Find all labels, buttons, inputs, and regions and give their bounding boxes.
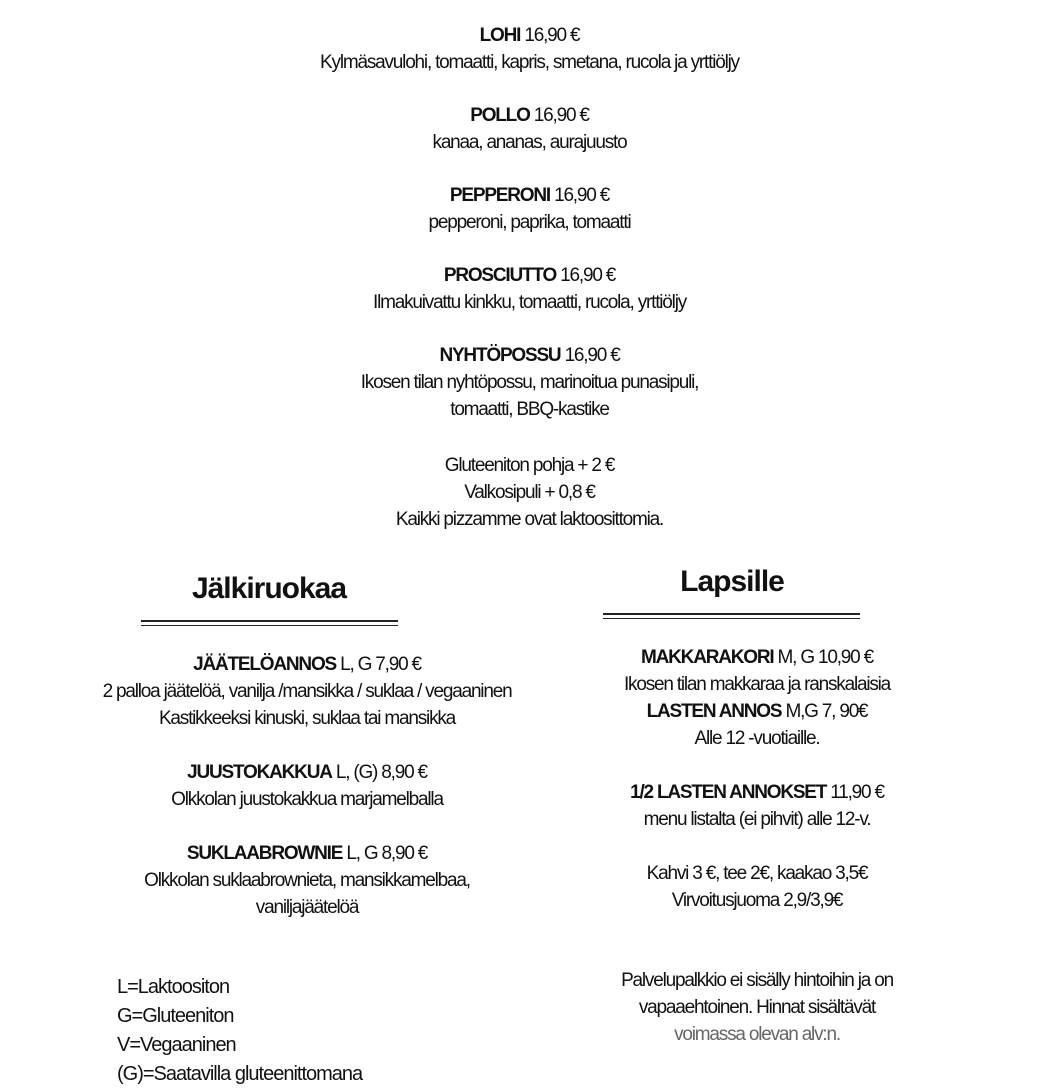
- item-name: LASTEN ANNOS: [646, 701, 782, 722]
- menu-item-lohi: [0, 22, 1059, 102]
- dessert-item: [100, 759, 514, 840]
- item-name: POLLO: [470, 105, 530, 126]
- drinks-line: Virvoitusjuoma 2,9/3,9€: [671, 890, 843, 911]
- pizza-list: [0, 22, 1059, 423]
- menu-item-pepperoni: [0, 182, 1059, 262]
- legend-line: G=Gluteeniton: [117, 1005, 234, 1027]
- dessert-item: [100, 840, 514, 921]
- note-line: Valkosipuli + 0,8 €: [464, 482, 595, 503]
- item-name: 1/2 LASTEN ANNOKSET: [630, 782, 827, 803]
- item-price: 16,90 €: [524, 25, 580, 46]
- item-description: kanaa, ananas, aurajuusto: [432, 132, 627, 153]
- item-name: NYHTÖPOSSU: [439, 345, 561, 366]
- drinks-line: Kahvi 3 €, tee 2€, kaakao 3,5€: [646, 863, 868, 884]
- item-price: 16,90 €: [560, 265, 616, 286]
- legend-line: (G)=Saatavilla gluteenittomana: [117, 1063, 363, 1085]
- legend-line: L=Laktoositon: [117, 976, 230, 998]
- item-info: L, G 8,90 €: [342, 843, 428, 864]
- item-description: Kylmäsavulohi, tomaatti, kapris, smetana, rucola ja yrttiöljy: [320, 52, 739, 73]
- menu-item-prosciutto: [0, 262, 1059, 342]
- kids-list: [557, 644, 957, 1048]
- pizza-notes: [0, 452, 1059, 533]
- item-description: pepperoni, paprika, tomaatti: [428, 212, 631, 233]
- item-name: SUKLAABROWNIE: [186, 843, 343, 864]
- dessert-item: [100, 651, 514, 759]
- drinks: [557, 860, 957, 967]
- note-line: Gluteeniton pohja + 2 €: [444, 455, 615, 476]
- item-price: 16,90 €: [564, 345, 620, 366]
- item-price: 16,90 €: [554, 185, 610, 206]
- item-info: L, G 7,90 €: [336, 654, 421, 675]
- menu-item-pollo: [0, 102, 1059, 182]
- item-description: 2 palloa jäätelöä, vanilja /mansikka / suklaa / vegaaninen: [102, 681, 512, 702]
- item-name: LOHI: [479, 25, 521, 46]
- item-name: PROSCIUTTO: [443, 265, 557, 286]
- item-name: JUUSTOKAKKUA: [187, 762, 332, 783]
- note-line: voimassa olevan alv:n.: [674, 1024, 840, 1045]
- item-description: Olkkolan suklaabrownieta, mansikkamelbaa,: [144, 870, 470, 891]
- item-description: vaniljajäätelöä: [255, 897, 359, 918]
- kids-heading: Lapsille: [680, 565, 784, 598]
- kids-item: [557, 644, 957, 698]
- item-name: PEPPERONI: [449, 185, 550, 206]
- item-name: JÄÄTELÖANNOS: [193, 654, 336, 675]
- item-description: Kastikkeeksi kinuski, suklaa tai mansikka: [158, 708, 456, 729]
- kids-item: [557, 698, 957, 779]
- item-description: Alle 12 -vuotiaille.: [694, 728, 820, 749]
- item-info: L, (G) 8,90 €: [331, 762, 427, 783]
- note-line: Kaikki pizzamme ovat laktoosittomia.: [395, 509, 664, 530]
- item-description: Olkkolan juustokakkua marjamelballa: [171, 789, 443, 810]
- item-info: M,G 7, 90€: [781, 701, 868, 722]
- kids-item: [557, 779, 957, 860]
- legend-line: V=Vegaaninen: [117, 1034, 236, 1056]
- item-info: M, G 10,90 €: [773, 647, 873, 668]
- service-note: [557, 967, 957, 1048]
- item-description: menu listalta (ei pihvit) alle 12-v.: [643, 809, 871, 830]
- item-price: 16,90 €: [533, 105, 589, 126]
- item-info: 11,90 €: [826, 782, 884, 803]
- kids-divider: [603, 613, 860, 619]
- item-description: Ilmakuivattu kinkku, tomaatti, rucola, yrttiöljy: [372, 292, 687, 313]
- diet-legend: [117, 973, 362, 1089]
- desserts-heading: Jälkiruokaa: [191, 572, 347, 605]
- item-description: Ikosen tilan makkaraa ja ranskalaisia: [623, 674, 891, 695]
- desserts-divider: [141, 620, 398, 626]
- desserts-list: [100, 651, 514, 921]
- note-line: vapaaehtoinen. Hinnat sisältävät: [638, 997, 876, 1018]
- menu-item-nyhtopossu: [0, 342, 1059, 423]
- note-line: Palvelupalkkio ei sisälly hintoihin ja on: [621, 970, 893, 991]
- item-name: MAKKARAKORI: [641, 647, 774, 668]
- item-description: tomaatti, BBQ-kastike: [450, 399, 609, 420]
- item-description: Ikosen tilan nyhtöpossu, marinoitua punasipuli,: [360, 372, 699, 393]
